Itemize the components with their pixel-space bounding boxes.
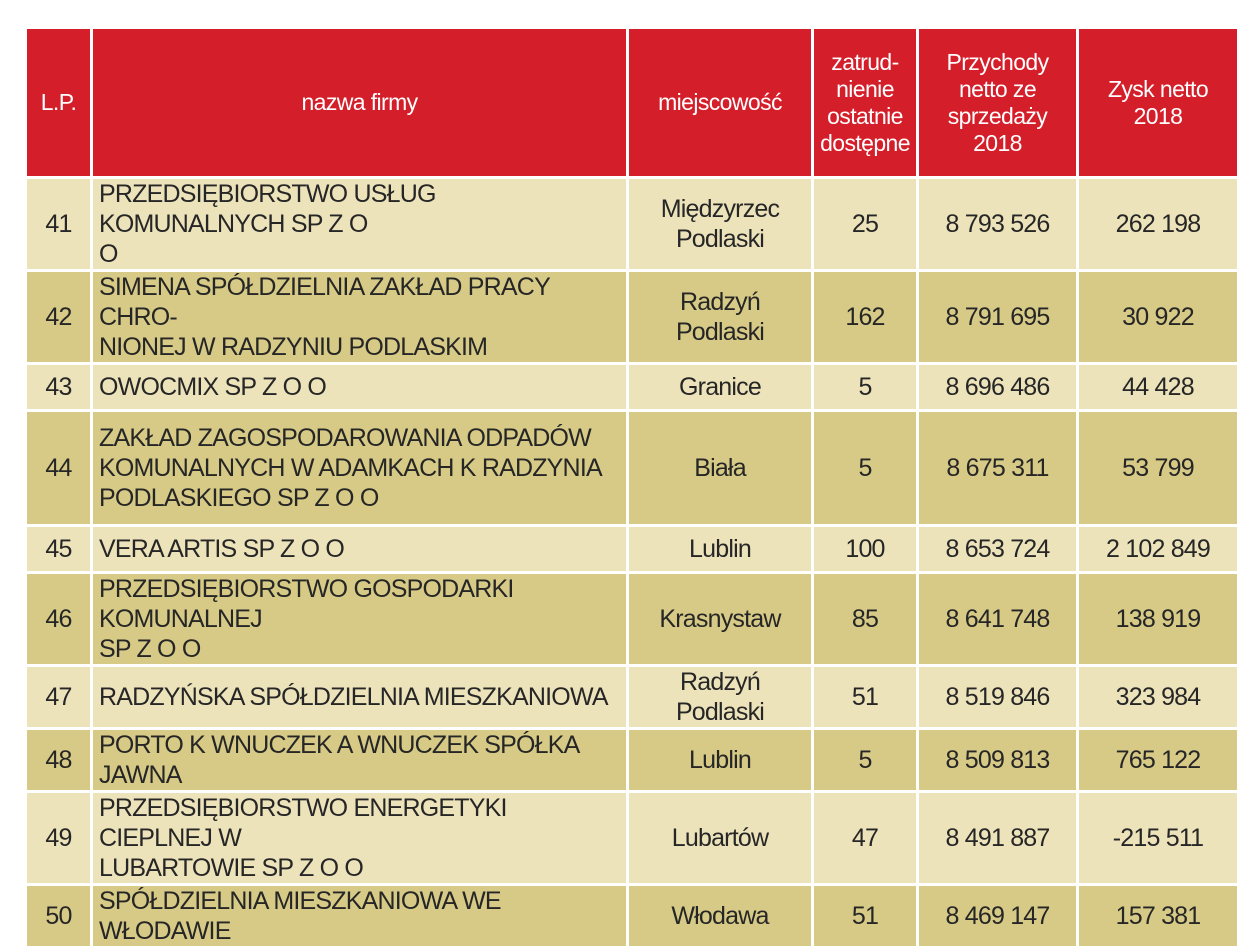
cell-company-name bbox=[93, 574, 626, 664]
table-row bbox=[27, 793, 1237, 883]
cell-employees: 47 bbox=[814, 793, 916, 883]
ranking-table bbox=[24, 26, 1240, 949]
table-row bbox=[27, 527, 1237, 571]
header-revenue bbox=[919, 29, 1076, 176]
cell-city: Radzyń Podlaski bbox=[629, 272, 811, 362]
cell-revenue: 8 519 846 bbox=[919, 667, 1076, 727]
cell-company-name: SPÓŁDZIELNIA MIESZKANIOWA WE WŁODAWIE bbox=[93, 886, 626, 946]
company-name-line: PODLASKIEGO SP Z O O bbox=[99, 484, 379, 512]
header-company-name-text: nazwa firmy bbox=[301, 89, 418, 115]
cell-city: Lubartów bbox=[629, 793, 811, 883]
header-company-name bbox=[93, 29, 626, 176]
city-line: Międzyrzec bbox=[660, 195, 780, 223]
company-name-line: LUBARTOWIE SP Z O O bbox=[99, 854, 364, 882]
cell-revenue: 8 793 526 bbox=[919, 179, 1076, 269]
table-row bbox=[27, 272, 1237, 362]
cell-net-profit: 157 381 bbox=[1079, 886, 1237, 946]
cell-net-profit: 765 122 bbox=[1079, 730, 1237, 790]
cell-net-profit: 262 198 bbox=[1079, 179, 1237, 269]
header-net-profit bbox=[1079, 29, 1237, 176]
header-revenue-line: netto ze bbox=[958, 75, 1037, 102]
header-city-text: miejscowość bbox=[658, 89, 782, 115]
header-revenue-line: sprzedaży bbox=[947, 102, 1048, 129]
cell-city: Biała bbox=[629, 412, 811, 524]
cell-revenue: 8 469 147 bbox=[919, 886, 1076, 946]
header-row bbox=[27, 29, 1237, 176]
cell-company-name: PORTO K WNUCZEK A WNUCZEK SPÓŁKA JAWNA bbox=[93, 730, 626, 790]
cell-employees: 5 bbox=[814, 412, 916, 524]
header-revenue-line: Przychody bbox=[946, 48, 1049, 75]
cell-company-name bbox=[93, 793, 626, 883]
company-name-line: SP Z O O bbox=[99, 635, 201, 663]
cell-company-name bbox=[93, 412, 626, 524]
company-name-line: PRZEDSIĘBIORSTWO ENERGETYKI CIEPLNEJ W bbox=[99, 794, 507, 852]
cell-employees: 5 bbox=[814, 365, 916, 409]
cell-city: Radzyń Podlaski bbox=[629, 667, 811, 727]
cell-lp: 43 bbox=[27, 365, 90, 409]
cell-employees: 51 bbox=[814, 886, 916, 946]
company-name-line: ZAKŁAD ZAGOSPODAROWANIA ODPADÓW bbox=[99, 424, 591, 452]
table-row bbox=[27, 365, 1237, 409]
cell-net-profit: 2 102 849 bbox=[1079, 527, 1237, 571]
cell-employees: 5 bbox=[814, 730, 916, 790]
header-employment-line: ostatnie bbox=[827, 102, 903, 129]
header-city bbox=[629, 29, 811, 176]
cell-company-name bbox=[93, 179, 626, 269]
company-name-line: SIMENA SPÓŁDZIELNIA ZAKŁAD PRACY CHRO- bbox=[99, 273, 550, 331]
cell-revenue: 8 641 748 bbox=[919, 574, 1076, 664]
cell-lp: 47 bbox=[27, 667, 90, 727]
cell-net-profit: -215 511 bbox=[1079, 793, 1237, 883]
cell-revenue: 8 509 813 bbox=[919, 730, 1076, 790]
cell-lp: 49 bbox=[27, 793, 90, 883]
table-row bbox=[27, 179, 1237, 269]
cell-employees: 51 bbox=[814, 667, 916, 727]
cell-lp: 45 bbox=[27, 527, 90, 571]
header-employment-line: nienie bbox=[836, 75, 894, 102]
header-lp bbox=[27, 29, 90, 176]
table-row bbox=[27, 886, 1237, 946]
city-line: Podlaski bbox=[675, 225, 765, 253]
cell-net-profit: 30 922 bbox=[1079, 272, 1237, 362]
cell-lp: 46 bbox=[27, 574, 90, 664]
cell-city: Lublin bbox=[629, 527, 811, 571]
cell-employees: 162 bbox=[814, 272, 916, 362]
cell-revenue: 8 675 311 bbox=[919, 412, 1076, 524]
cell-net-profit: 44 428 bbox=[1079, 365, 1237, 409]
table-row bbox=[27, 667, 1237, 727]
cell-city: Krasnystaw bbox=[629, 574, 811, 664]
cell-city: Włodawa bbox=[629, 886, 811, 946]
cell-employees: 85 bbox=[814, 574, 916, 664]
cell-city bbox=[629, 179, 811, 269]
header-employment-line: zatrud- bbox=[831, 48, 899, 75]
cell-revenue: 8 653 724 bbox=[919, 527, 1076, 571]
cell-lp: 48 bbox=[27, 730, 90, 790]
cell-net-profit: 138 919 bbox=[1079, 574, 1237, 664]
company-name-line: NIONEJ W RADZYNIU PODLASKIM bbox=[99, 333, 488, 361]
cell-lp: 44 bbox=[27, 412, 90, 524]
header-net-profit-line: 2018 bbox=[1133, 102, 1183, 129]
cell-company-name: VERA ARTIS SP Z O O bbox=[93, 527, 626, 571]
cell-revenue: 8 791 695 bbox=[919, 272, 1076, 362]
table-row bbox=[27, 412, 1237, 524]
cell-employees: 100 bbox=[814, 527, 916, 571]
cell-revenue: 8 696 486 bbox=[919, 365, 1076, 409]
company-name-line: KOMUNALNYCH W ADAMKACH K RADZYNIA bbox=[99, 454, 602, 482]
header-employment-line: dostępne bbox=[820, 129, 910, 156]
cell-company-name: OWOCMIX SP Z O O bbox=[93, 365, 626, 409]
cell-net-profit: 53 799 bbox=[1079, 412, 1237, 524]
cell-lp: 42 bbox=[27, 272, 90, 362]
cell-city: Lublin bbox=[629, 730, 811, 790]
cell-company-name: RADZYŃSKA SPÓŁDZIELNIA MIESZKANIOWA bbox=[93, 667, 626, 727]
header-lp-text: L.P. bbox=[40, 89, 77, 115]
company-name-line: PRZEDSIĘBIORSTWO GOSPODARKI KOMUNALNEJ bbox=[99, 575, 514, 633]
cell-lp: 50 bbox=[27, 886, 90, 946]
header-net-profit-line: Zysk netto bbox=[1107, 75, 1209, 102]
cell-company-name bbox=[93, 272, 626, 362]
company-name-line: PRZEDSIĘBIORSTWO USŁUG KOMUNALNYCH SP Z O bbox=[99, 180, 436, 238]
cell-revenue: 8 491 887 bbox=[919, 793, 1076, 883]
cell-net-profit: 323 984 bbox=[1079, 667, 1237, 727]
cell-lp: 41 bbox=[27, 179, 90, 269]
cell-employees: 25 bbox=[814, 179, 916, 269]
header-revenue-line: 2018 bbox=[973, 129, 1022, 156]
header-employment bbox=[814, 29, 916, 176]
table-row bbox=[27, 574, 1237, 664]
company-name-line: O bbox=[99, 240, 118, 268]
table-row bbox=[27, 730, 1237, 790]
cell-city: Granice bbox=[629, 365, 811, 409]
